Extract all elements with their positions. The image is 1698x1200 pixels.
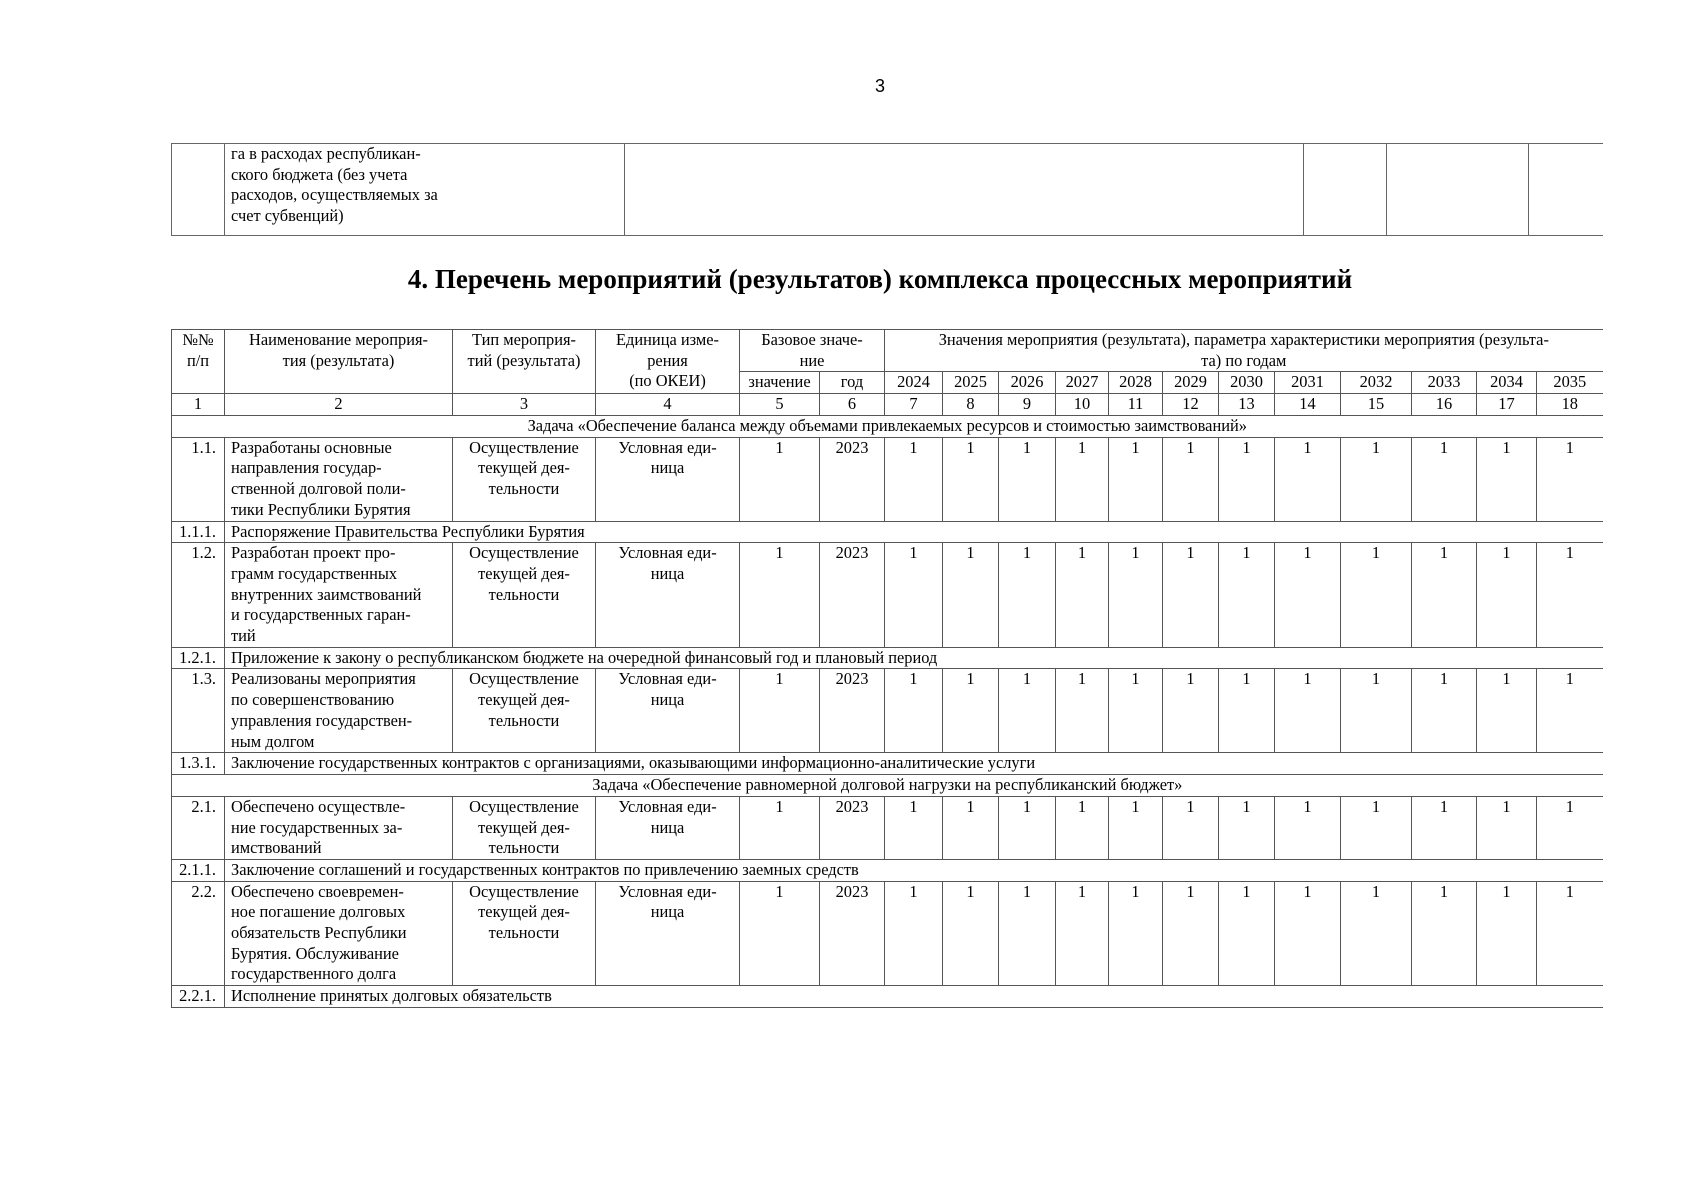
row-name [225,881,453,986]
row-type [453,669,596,753]
task-row [172,415,1603,437]
column-number: 18 [1537,394,1603,416]
row-unit-line: ница [650,690,685,710]
row-year-value: 1 [1163,796,1219,859]
column-number: 14 [1275,394,1341,416]
row-year-value: 1 [943,796,999,859]
column-number: 11 [1109,394,1163,416]
row-year-value: 1 [1477,669,1537,753]
row-year-value: 1 [1412,669,1477,753]
row-year-value: 1 [943,543,999,648]
column-number: 15 [1341,394,1412,416]
subrow [172,859,1603,881]
row-year-value: 1 [1341,543,1412,648]
row-year-value: 1 [1056,437,1109,521]
row-year-value: 1 [1537,796,1603,859]
header-year: 2030 [1219,372,1275,394]
row-year-value: 1 [1537,543,1603,648]
subrow-number: 1.3.1. [172,753,225,775]
row-year-value: 1 [1109,796,1163,859]
column-number: 7 [885,394,943,416]
row-year-value: 1 [1275,543,1341,648]
column-number: 10 [1056,394,1109,416]
row-unit-line: ница [650,902,685,922]
row-year-value: 1 [1109,669,1163,753]
row-year-value: 1 [1275,881,1341,986]
row-unit [596,881,740,986]
subrow-text: Исполнение принятых долговых обязательств [225,986,1603,1008]
subrow-text: Распоряжение Правительства Республики Бурятия [225,521,1603,543]
row-year-value: 1 [999,543,1056,648]
subrow-number: 2.1.1. [172,859,225,881]
row-year-value: 1 [1219,796,1275,859]
row-year-value: 1 [1219,543,1275,648]
row-type-line: Осуществление [469,669,579,689]
row-year-value: 1 [1477,881,1537,986]
header-year: 2024 [885,372,943,394]
row-year-value: 1 [999,796,1056,859]
header-year: 2027 [1056,372,1109,394]
subrow [172,753,1603,775]
column-number: 8 [943,394,999,416]
header-base: Базовое значе- ние [740,330,885,372]
row-year-value: 1 [943,437,999,521]
continuation-empty-cell [1387,144,1529,236]
row-number: 2.2. [172,881,225,986]
subrow-text: Заключение соглашений и государственных контрактов по привлечению заемных средств [225,859,1603,881]
column-number: 13 [1219,394,1275,416]
header-year: 2033 [1412,372,1477,394]
header-num: №№ п/п [172,330,225,394]
column-number: 5 [740,394,820,416]
row-year-value: 1 [885,796,943,859]
row-name-line: Разработан проект про- [231,543,396,563]
header-year: 2026 [999,372,1056,394]
row-unit [596,543,740,648]
row-year-value: 1 [1109,437,1163,521]
row-base-value: 1 [740,881,820,986]
continuation-num-cell [172,144,225,236]
row-year-value: 1 [1275,796,1341,859]
row-number: 1.1. [172,437,225,521]
row-year-value: 1 [999,669,1056,753]
row-base-year: 2023 [820,669,885,753]
row-year-value: 1 [1537,881,1603,986]
measures-table [171,329,1603,1008]
row-type [453,881,596,986]
row-year-value: 1 [943,881,999,986]
row-type-line: Осуществление [469,437,579,457]
task-row [172,775,1603,797]
header-values-group: Значения мероприятия (результата), параметра характеристики мероприятия (результа- та) по годам [885,330,1603,372]
table-row [172,437,1603,521]
row-year-value: 1 [1056,543,1109,648]
continuation-line: расходов, осуществляемых за [231,185,438,205]
row-year-value: 1 [1341,881,1412,986]
row-year-value: 1 [1537,669,1603,753]
table-row [172,881,1603,986]
row-type-line: текущей дея- [478,458,570,478]
column-number: 9 [999,394,1056,416]
row-number: 1.3. [172,669,225,753]
subrow-number: 2.2.1. [172,986,225,1008]
row-year-value: 1 [1275,669,1341,753]
header-year: 2028 [1109,372,1163,394]
continuation-line: ского бюджета (без учета [231,164,408,184]
row-year-value: 1 [999,437,1056,521]
header-year: 2031 [1275,372,1341,394]
row-base-value: 1 [740,543,820,648]
row-name-line: внутренних заимствований [231,584,422,604]
header-unit: Единица изме- рения (по ОКЕИ) [596,330,740,394]
row-year-value: 1 [1109,543,1163,648]
row-name-line: ственной долговой поли- [231,478,406,498]
subrow-text: Приложение к закону о республиканском бюджете на очередной финансовый год и плановый период [225,647,1603,669]
row-year-value: 1 [1341,437,1412,521]
row-number: 1.2. [172,543,225,648]
page-number: 3 [874,76,885,96]
column-number: 2 [225,394,453,416]
row-type-line: тельности [488,838,560,858]
row-name-line: тий [231,626,256,646]
row-type-line: текущей дея- [478,690,570,710]
row-year-value: 1 [1163,543,1219,648]
row-year-value: 1 [1477,437,1537,521]
subrow [172,647,1603,669]
row-year-value: 1 [1056,796,1109,859]
column-number: 6 [820,394,885,416]
row-name-line: Бурятия. Обслуживание [231,943,399,963]
column-number: 1 [172,394,225,416]
row-base-year: 2023 [820,796,885,859]
row-base-value: 1 [740,796,820,859]
row-type-line: тельности [488,478,560,498]
row-year-value: 1 [1219,437,1275,521]
row-year-value: 1 [1477,543,1537,648]
header-name: Наименование мероприя- тия (результата) [225,330,453,394]
header-year: 2029 [1163,372,1219,394]
row-name-line: грамм государственных [231,563,398,583]
row-base-value: 1 [740,437,820,521]
column-number: 17 [1477,394,1537,416]
row-type-line: Осуществление [469,543,579,563]
row-unit-line: ница [650,817,685,837]
row-year-value: 1 [885,437,943,521]
row-type [453,543,596,648]
column-number-row [172,394,1603,416]
row-base-year: 2023 [820,437,885,521]
subrow [172,521,1603,543]
subrow-number: 1.2.1. [172,647,225,669]
row-year-value: 1 [885,543,943,648]
row-unit-line: Условная еди- [618,437,717,457]
row-year-value: 1 [1412,881,1477,986]
header-base-value: значение [740,372,820,394]
table-row [172,669,1603,753]
row-year-value: 1 [1163,437,1219,521]
column-number: 12 [1163,394,1219,416]
continuation-row [172,144,1603,236]
row-name [225,437,453,521]
row-type-line: тельности [488,923,560,943]
continuation-empty-cell [1304,144,1387,236]
continuation-line: га в расходах республикан- [231,144,421,163]
column-number: 16 [1412,394,1477,416]
row-year-value: 1 [1412,796,1477,859]
row-name-line: Обеспечено осуществле- [231,796,406,816]
row-year-value: 1 [999,881,1056,986]
header-year: 2035 [1537,372,1603,394]
row-name-line: направления государ- [231,458,382,478]
continuation-empty-cell [625,144,1304,236]
row-base-value: 1 [740,669,820,753]
row-type-line: тельности [488,710,560,730]
row-name-line: тики Республики Бурятия [231,499,411,519]
row-type-line: текущей дея- [478,902,570,922]
row-type-line: Осуществление [469,881,579,901]
row-type-line: тельности [488,584,560,604]
row-name-line: обязательств Республики [231,923,407,943]
continuation-table [171,143,1603,236]
row-type [453,437,596,521]
row-year-value: 1 [1056,881,1109,986]
row-unit-line: ница [650,563,685,583]
row-year-value: 1 [1163,881,1219,986]
row-name-line: государственного долга [231,964,397,984]
row-name-line: и государственных гаран- [231,605,411,625]
row-year-value: 1 [1056,669,1109,753]
task-2-title: Задача «Обеспечение равномерной долговой нагрузки на республиканский бюджет» [172,775,1603,797]
subrow-number: 1.1.1. [172,521,225,543]
row-type [453,796,596,859]
table-row [172,543,1603,648]
row-name-line: Обеспечено своевремен- [231,881,404,901]
row-year-value: 1 [1219,669,1275,753]
row-name-line: по совершенствованию [231,690,395,710]
continuation-empty-cell [1529,144,1603,236]
row-year-value: 1 [1477,796,1537,859]
row-type-line: текущей дея- [478,817,570,837]
row-year-value: 1 [1109,881,1163,986]
row-year-value: 1 [1219,881,1275,986]
row-name-line: Разработаны основные [231,437,392,457]
row-year-value: 1 [1163,669,1219,753]
row-name [225,669,453,753]
header-year: 2034 [1477,372,1537,394]
task-2-body [172,796,1603,1007]
row-name-line: ние государственных за- [231,817,403,837]
header-base-year: год [820,372,885,394]
header-row [172,330,1603,372]
table-row [172,796,1603,859]
row-year-value: 1 [885,881,943,986]
row-name-line: ное погашение долговых [231,902,406,922]
continuation-line: счет субвенций) [231,206,344,226]
row-unit [596,437,740,521]
row-unit-line: Условная еди- [618,669,717,689]
row-unit [596,669,740,753]
task-1-title: Задача «Обеспечение баланса между объемами привлекаемых ресурсов и стоимостью заимствований» [172,415,1603,437]
row-name-line: Реализованы мероприятия [231,669,416,689]
row-base-year: 2023 [820,881,885,986]
row-name-line: имствований [231,838,322,858]
subrow [172,986,1603,1008]
row-name [225,796,453,859]
row-year-value: 1 [1341,669,1412,753]
row-year-value: 1 [1412,437,1477,521]
row-unit-line: Условная еди- [618,543,717,563]
row-unit-line: Условная еди- [618,881,717,901]
row-name-line: ным долгом [231,731,315,751]
row-type-line: текущей дея- [478,563,570,583]
row-base-year: 2023 [820,543,885,648]
row-year-value: 1 [1412,543,1477,648]
row-unit-line: ница [650,458,685,478]
column-number: 4 [596,394,740,416]
header-type: Тип мероприя- тий (результата) [453,330,596,394]
row-year-value: 1 [943,669,999,753]
section-title: 4. Перечень мероприятий (результатов) комплекса процессных мероприятий [407,264,1353,294]
continuation-text-cell [225,144,625,236]
column-number: 3 [453,394,596,416]
row-type-line: Осуществление [469,796,579,816]
row-year-value: 1 [1275,437,1341,521]
row-number: 2.1. [172,796,225,859]
row-year-value: 1 [1537,437,1603,521]
header-year: 2025 [943,372,999,394]
row-unit-line: Условная еди- [618,796,717,816]
row-year-value: 1 [1341,796,1412,859]
subrow-text: Заключение государственных контрактов с организациями, оказывающими информационно-аналитические услуги [225,753,1603,775]
row-unit [596,796,740,859]
row-year-value: 1 [885,669,943,753]
row-name [225,543,453,648]
task-1-body [172,437,1603,775]
row-name-line: управления государствен- [231,710,413,730]
header-year: 2032 [1341,372,1412,394]
